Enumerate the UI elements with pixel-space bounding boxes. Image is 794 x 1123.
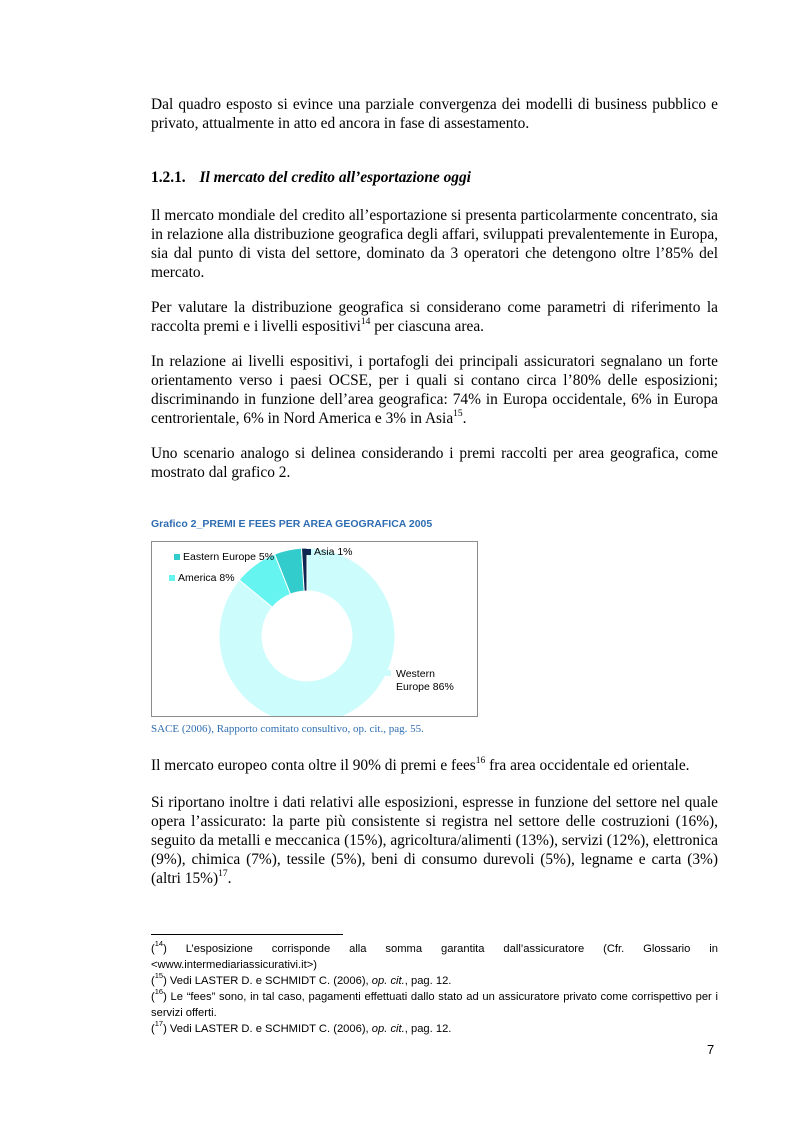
chart-canvas: [152, 542, 477, 716]
legend-swatch-america: [169, 575, 175, 581]
footnote-ref-16[interactable]: 16: [475, 755, 486, 766]
footnote-divider: [151, 934, 343, 935]
paragraph-intro: Dal quadro esposto si evince una parziale convergenza dei modelli di business pubblico e privato, attualmente in atto ed ancora in fase di assestamento.: [151, 96, 718, 132]
legend-swatch-western-europe: [385, 670, 391, 676]
paragraph-european-market: Il mercato europeo conta oltre il 90% di premi e fees$^{16}$ fra area occidentale ed orientale.: [151, 755, 690, 774]
figure-caption: Grafico 2_PREMI E FEES PER AREA GEOGRAFICA 2005: [151, 518, 433, 530]
footnote-ref-17[interactable]: 17: [218, 868, 228, 879]
legend-label-eastern-europe: Eastern Europe 5%: [183, 551, 275, 563]
footnote-ref-14[interactable]: 14: [360, 316, 371, 327]
legend-swatch-eastern-europe: [174, 554, 180, 560]
legend-label-asia: Asia 1%: [314, 546, 353, 558]
doughnut-chart: [151, 541, 478, 717]
legend-label-america: America 8%: [178, 572, 235, 584]
footnote-15: ($^{15}$) Vedi LASTER D. e SCHMIDT C. (2006), op. cit., pag. 12.: [151, 971, 452, 987]
paragraph-exposure: In relazione ai livelli espositivi, i portafogli dei principali assicuratori segnalano un forte orientamento verso i paesi OCSE, per i quali si contano circa l’80% delle esposizioni; discriminando in funzione dell’area geografica: 74% in Europa occidentale, 6% in Europa centrorientale, 6% in Nord America e 3% in Asia$^{15}$.: [151, 353, 718, 427]
paragraph-scenario: Uno scenario analogo si delinea considerando i premi raccolti per area geografica, come mostrato dal grafico 2.: [151, 445, 718, 481]
page-number: 7: [707, 1042, 715, 1057]
figure-source: SACE (2006), Rapporto comitato consultivo, op. cit., pag. 55.: [151, 723, 424, 735]
paragraph-sectors: Si riportano inoltre i dati relativi alle esposizioni, espresse in funzione del settore nel quale opera l’assicurato: la parte più consistente si registra nel settore delle costruzioni (16%), seguito da metalli e meccanica (15%), agricoltura/alimenti (13%), servizi (12%), elettronica (9%), chimica (7%), tessile (5%), beni di consumo durevoli (5%), legname e carta (3%) (altri 15%)$^{17}$.: [151, 794, 718, 887]
footnotes: [151, 941, 718, 1037]
legend-label-western-europe-line2: Europe 86%: [396, 681, 454, 693]
legend-label-western-europe-line1: Western: [396, 668, 435, 680]
section-title: Il mercato del credito all’esportazione oggi: [199, 169, 471, 186]
section-heading: [151, 168, 471, 188]
footnote-14: ($^{14}$) L’esposizione corrisponde alla somma garantita dall’assicuratore (Cfr. Glossario in <www.intermediariassicurativi.it>): [151, 939, 718, 971]
legend-swatch-asia: [305, 549, 311, 555]
footnote-17: ($^{17}$) Vedi LASTER D. e SCHMIDT C. (2006), op. cit., pag. 12.: [151, 1019, 452, 1035]
paragraph-parameters: Per valutare la distribuzione geografica si considerano come parametri di riferimento la raccolta premi e i livelli espositivi$^{14}$ per ciascuna area.: [151, 299, 718, 335]
section-number: 1.2.1.: [151, 169, 186, 186]
footnote-16: ($^{16}$) Le “fees” sono, in tal caso, pagamenti effettuati dallo stato ad un assicuratore privato come corrispettivo per i servizi offerti.: [151, 987, 718, 1019]
footnote-ref-15[interactable]: 15: [453, 408, 463, 419]
paragraph-market: Il mercato mondiale del credito all’esportazione si presenta particolarmente concentrato, sia in relazione alla distribuzione geografica degli affari, sviluppati prevalentemente in Europa, sia dal punto di vista del settore, dominato da 3 operatori che detengono oltre l’85% del mercato.: [151, 207, 718, 281]
